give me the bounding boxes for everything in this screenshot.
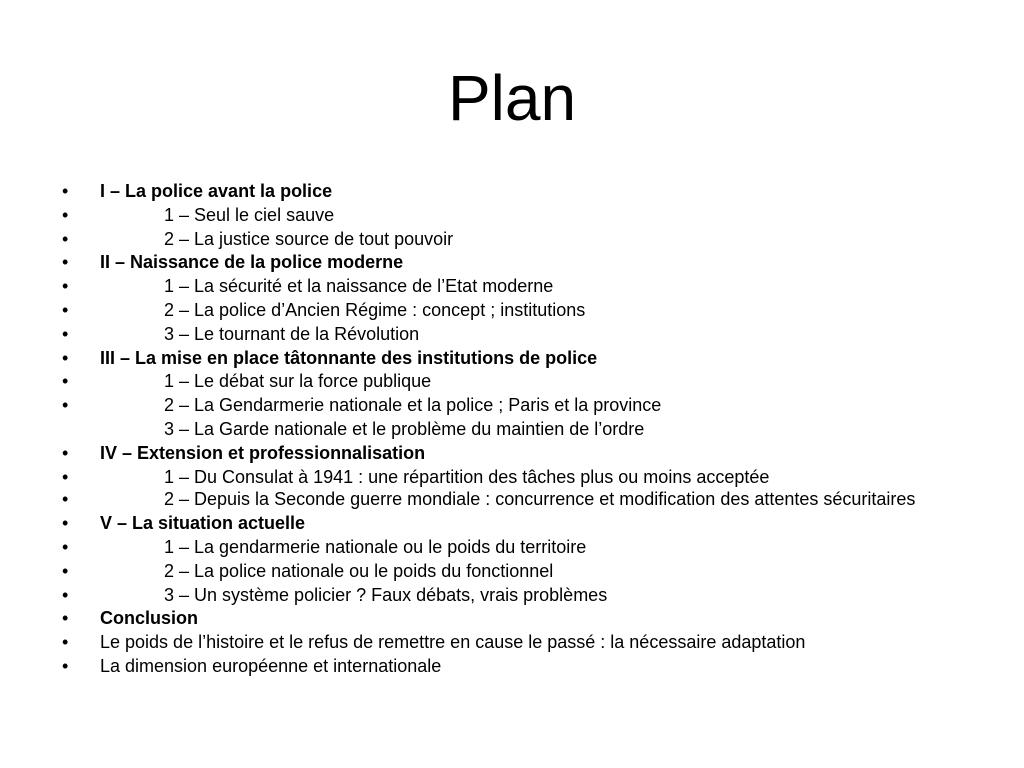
outline-subitem: [56, 371, 956, 391]
bullet: •: [62, 560, 69, 581]
outline-item-text: 1 – Seul le ciel sauve: [164, 204, 335, 225]
bullet: •: [62, 371, 69, 392]
outline-subitem: [56, 537, 956, 557]
bullet: •: [62, 181, 69, 201]
outline-list: [56, 181, 956, 680]
outline-item-text: Le poids de l’histoire et le refus de remettre en cause le passé : la nécessaire adaptation: [100, 632, 806, 653]
outline-subitem: [56, 205, 956, 225]
outline-item-text: 2 – La Gendarmerie nationale et la police ; Paris et la province: [164, 395, 662, 416]
outline-item-text: 2 – La police nationale ou le poids du fonctionnel: [164, 560, 554, 581]
bullet: •: [62, 323, 69, 344]
outline-item-text: IV – Extension et professionnalisation: [100, 442, 426, 463]
bullet: •: [62, 489, 69, 510]
outline-subitem: [56, 229, 956, 249]
bullet: •: [62, 395, 69, 416]
bullet: •: [62, 252, 69, 273]
bullet: •: [62, 608, 69, 629]
outline-item-text: 1 – Le débat sur la force publique: [164, 371, 432, 392]
outline-subitem: [56, 490, 956, 509]
outline-item-text: V – La situation actuelle: [100, 513, 306, 534]
bullet: •: [62, 299, 69, 320]
outline-item-text: 2 – Depuis la Seconde guerre mondiale : concurrence et modification des attentes sécuritaires: [164, 489, 916, 510]
bullet: •: [62, 513, 69, 534]
outline-item-text: 3 – Un système policier ? Faux débats, vrais problèmes: [164, 584, 608, 605]
bullet: •: [62, 655, 69, 676]
outline-item-text: 2 – La justice source de tout pouvoir: [164, 228, 454, 249]
outline-item-text: I – La police avant la police: [100, 181, 333, 201]
outline-item-text: 1 – La gendarmerie nationale ou le poids du territoire: [164, 536, 587, 557]
outline-item-text: La dimension européenne et internationale: [100, 655, 442, 676]
outline-subitem: [56, 300, 956, 320]
slide-title: Plan: [447, 62, 577, 134]
bullet: •: [62, 466, 69, 487]
outline-subitem: [56, 276, 956, 296]
outline-section-5: [56, 513, 956, 533]
outline-section-conclusion: [56, 608, 956, 628]
bullet: •: [62, 228, 69, 249]
outline-item-text: III – La mise en place tâtonnante des institutions de police: [100, 347, 598, 368]
outline-item: [56, 656, 956, 676]
bullet: •: [62, 536, 69, 557]
bullet: •: [62, 584, 69, 605]
outline-section-4: [56, 443, 956, 463]
outline-item-text: Conclusion: [100, 608, 198, 629]
bullet: •: [62, 204, 69, 225]
outline-subitem: [56, 419, 956, 439]
bullet: •: [62, 632, 69, 653]
outline-section-2: [56, 252, 956, 272]
outline-subitem: [56, 561, 956, 581]
outline-section-3: [56, 348, 956, 368]
outline-item-text: 3 – La Garde nationale et le problème du maintien de l’ordre: [164, 418, 645, 439]
outline-subitem: [56, 585, 956, 605]
outline-subitem: [56, 467, 956, 487]
outline-item-text: 1 – La sécurité et la naissance de l’Etat moderne: [164, 276, 554, 297]
outline-item-text: 1 – Du Consulat à 1941 : une répartition des tâches plus ou moins acceptée: [164, 466, 770, 487]
bullet: •: [62, 347, 69, 368]
outline-subitem: [56, 324, 956, 344]
outline-item-text: 2 – La police d’Ancien Régime : concept ; institutions: [164, 299, 586, 320]
outline-subitem: [56, 395, 956, 415]
outline-item: [56, 632, 956, 652]
outline-item-text: II – Naissance de la police moderne: [100, 252, 404, 273]
bullet: •: [62, 442, 69, 463]
bullet: •: [62, 276, 69, 297]
outline-item-text: 3 – Le tournant de la Révolution: [164, 323, 420, 344]
outline-section-1: [56, 181, 956, 201]
